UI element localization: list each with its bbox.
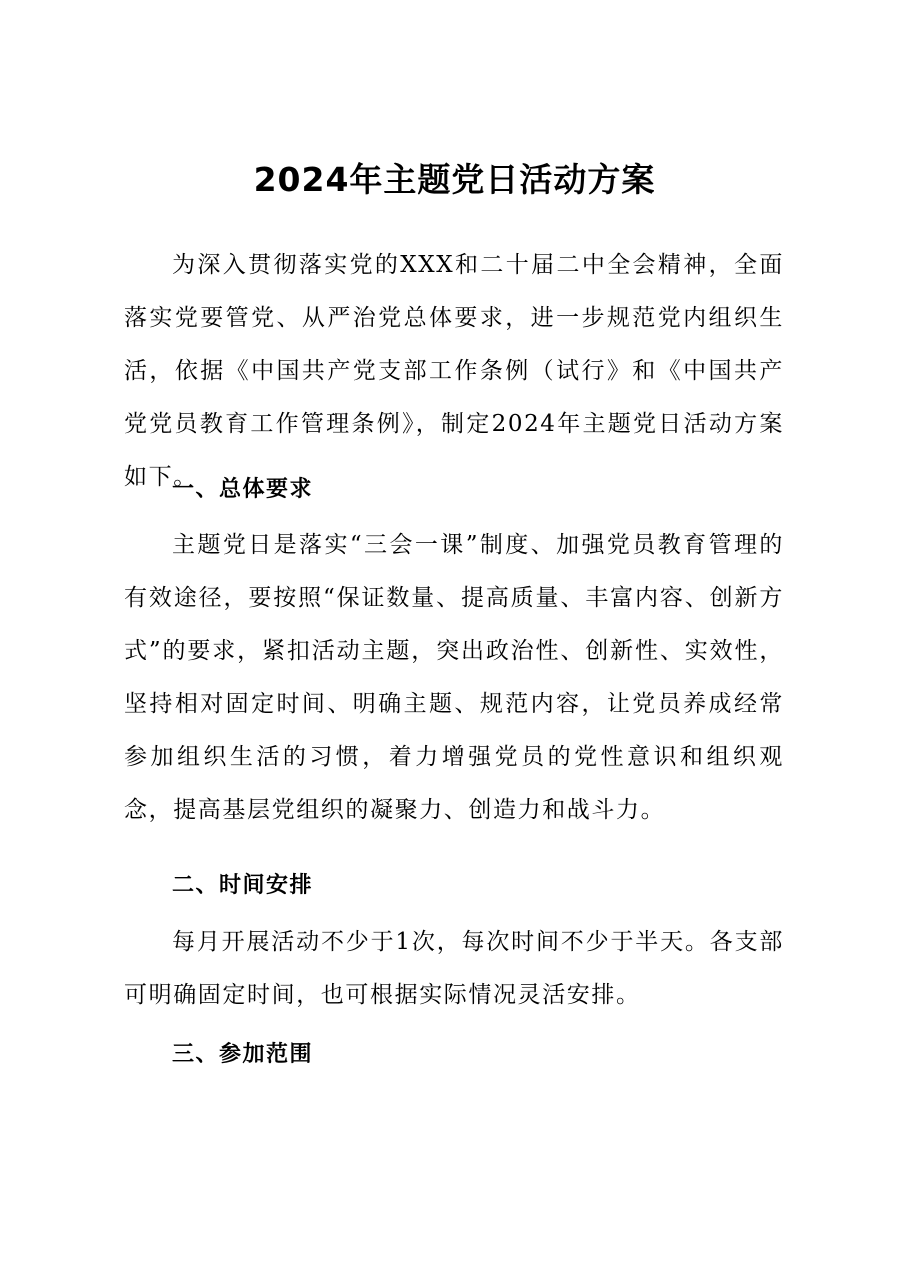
document-title: 2024年主题党日活动方案 [253,160,656,199]
section-heading-schedule: 二、时间安排 [172,873,314,898]
intro-paragraph: 为深入贯彻落实党的XXX和二十届二中全会精神，全面落实党要管党、从严治党总体要求，进一步规范党内组织生活，依据《中国共产党支部工作条例（试行》和《中国共产党党员教育工作管理条例》，制定2024年主题党日活动方案如下。 [124,252,784,490]
section-heading-general-requirements: 一、总体要求 [172,477,314,502]
section-body-schedule: 每月开展活动不少于1次，每次时间不少于半天。各支部可明确固定时间，也可根据实际情况灵活安排。 [124,929,784,1008]
section-heading-participants: 三、参加范围 [172,1042,314,1067]
section-body-general-requirements: 主题党日是落实“三会一课”制度、加强党员教育管理的有效途径，要按照“保证数量、提高质量、丰富内容、创新方式”的要求，紧扣活动主题，突出政治性、创新性、实效性，坚持相对固定时间、明确主题、规范内容，让党员养成经常参加组织生活的习惯，着力增强党员的党性意识和组织观念，提高基层党组织的凝聚力、创造力和战斗力。 [124,532,784,823]
